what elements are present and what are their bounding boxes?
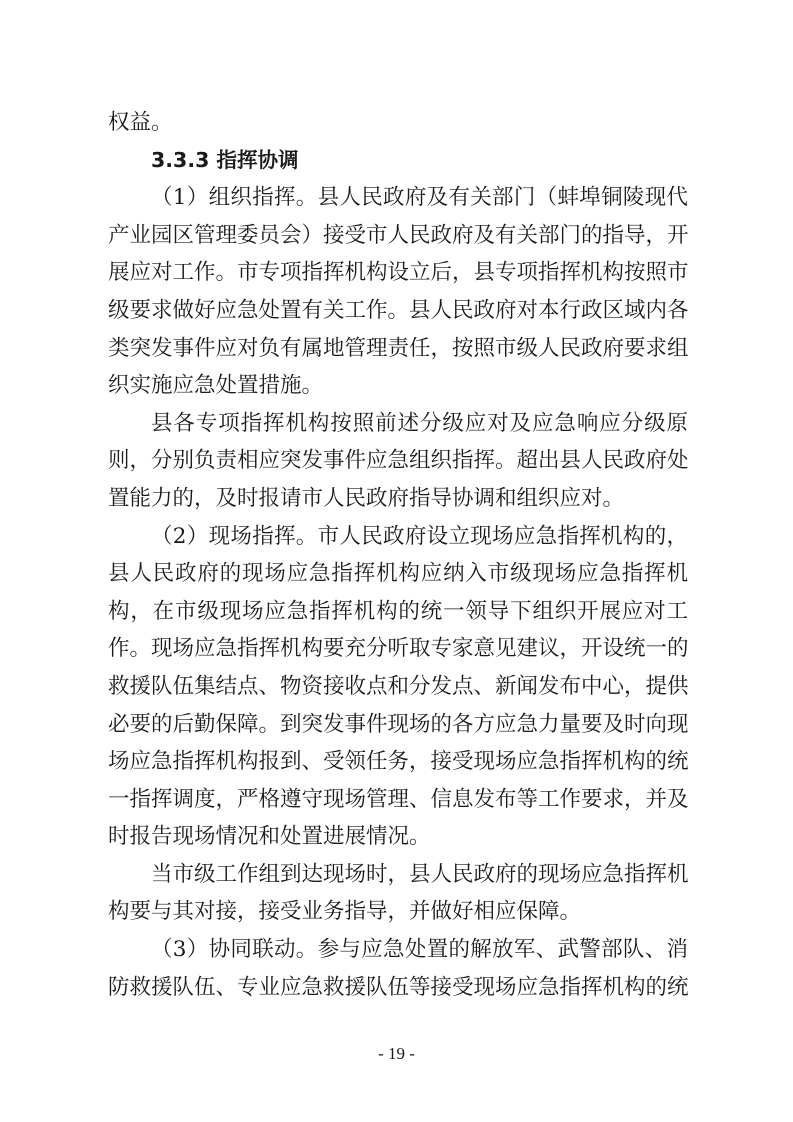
paragraph-line: 则，分别负责相应突发事件应急组织指挥。超出县人民政府处 (108, 448, 689, 474)
paragraph-first-line: （2）现场指挥。市人民政府设立现场应急指挥机构的， (151, 523, 688, 549)
paragraph-first-line: 县各专项指挥机构按照前述分级应对及应急响应分级原 (151, 410, 688, 436)
paragraph-line: 级要求做好应急处置有关工作。县人民政府对本行政区域内各 (108, 297, 689, 323)
paragraph-line: 构，在市级现场应急指挥机构的统一领导下组织开展应对工 (108, 598, 688, 624)
paragraph-line: 权益。 (108, 110, 173, 135)
paragraph-first-line: 当市级工作组到达现场时，县人民政府的现场应急指挥机 (151, 861, 689, 887)
paragraph-line: 展应对工作。市专项指挥机构设立后，县专项指挥机构按照市 (108, 260, 689, 286)
paragraph-line: 作。现场应急指挥机构要充分听取专家意见建议，开设统一的 (108, 636, 689, 662)
paragraph-line: 织实施应急处置措施。 (108, 373, 324, 399)
paragraph-line: 类突发事件应对负有属地管理责任，按照市级人民政府要求组 (108, 335, 689, 361)
paragraph-line: 县人民政府的现场应急指挥机构应纳入市级现场应急指挥机 (108, 561, 688, 587)
paragraph-line: 一指挥调度，严格遵守现场管理、信息发布等工作要求，并及 (108, 786, 689, 812)
paragraph-line: 构要与其对接，接受业务指导，并做好相应保障。 (108, 899, 582, 925)
paragraph-line: 产业园区管理委员会）接受市人民政府及有关部门的指导，开 (108, 222, 689, 248)
document-body (108, 104, 688, 1006)
section-heading: 3.3.3 指挥协调 (151, 147, 299, 172)
page-number: - 19 - (378, 1044, 415, 1063)
paragraph-line: 防救援队伍、专业应急救援队伍等接受现场应急指挥机构的统 (108, 974, 689, 1000)
paragraph-first-line: （3）协同联动。参与应急处置的解放军、武警部队、消 (151, 937, 688, 963)
paragraph-first-line: （1）组织指挥。县人民政府及有关部门（蚌埠铜陵现代 (151, 185, 688, 211)
paragraph-line: 救援队伍集结点、物资接收点和分发点、新闻发布中心，提供 (108, 673, 689, 699)
paragraph-line: 必要的后勤保障。到突发事件现场的各方应急力量要及时向现 (108, 711, 689, 737)
paragraph-line: 场应急指挥机构报到、受领任务，接受现场应急指挥机构的统 (108, 749, 689, 775)
paragraph-line: 时报告现场情况和处置进展情况。 (108, 824, 431, 850)
paragraph-line: 置能力的，及时报请市人民政府指导协调和组织应对。 (108, 485, 625, 511)
